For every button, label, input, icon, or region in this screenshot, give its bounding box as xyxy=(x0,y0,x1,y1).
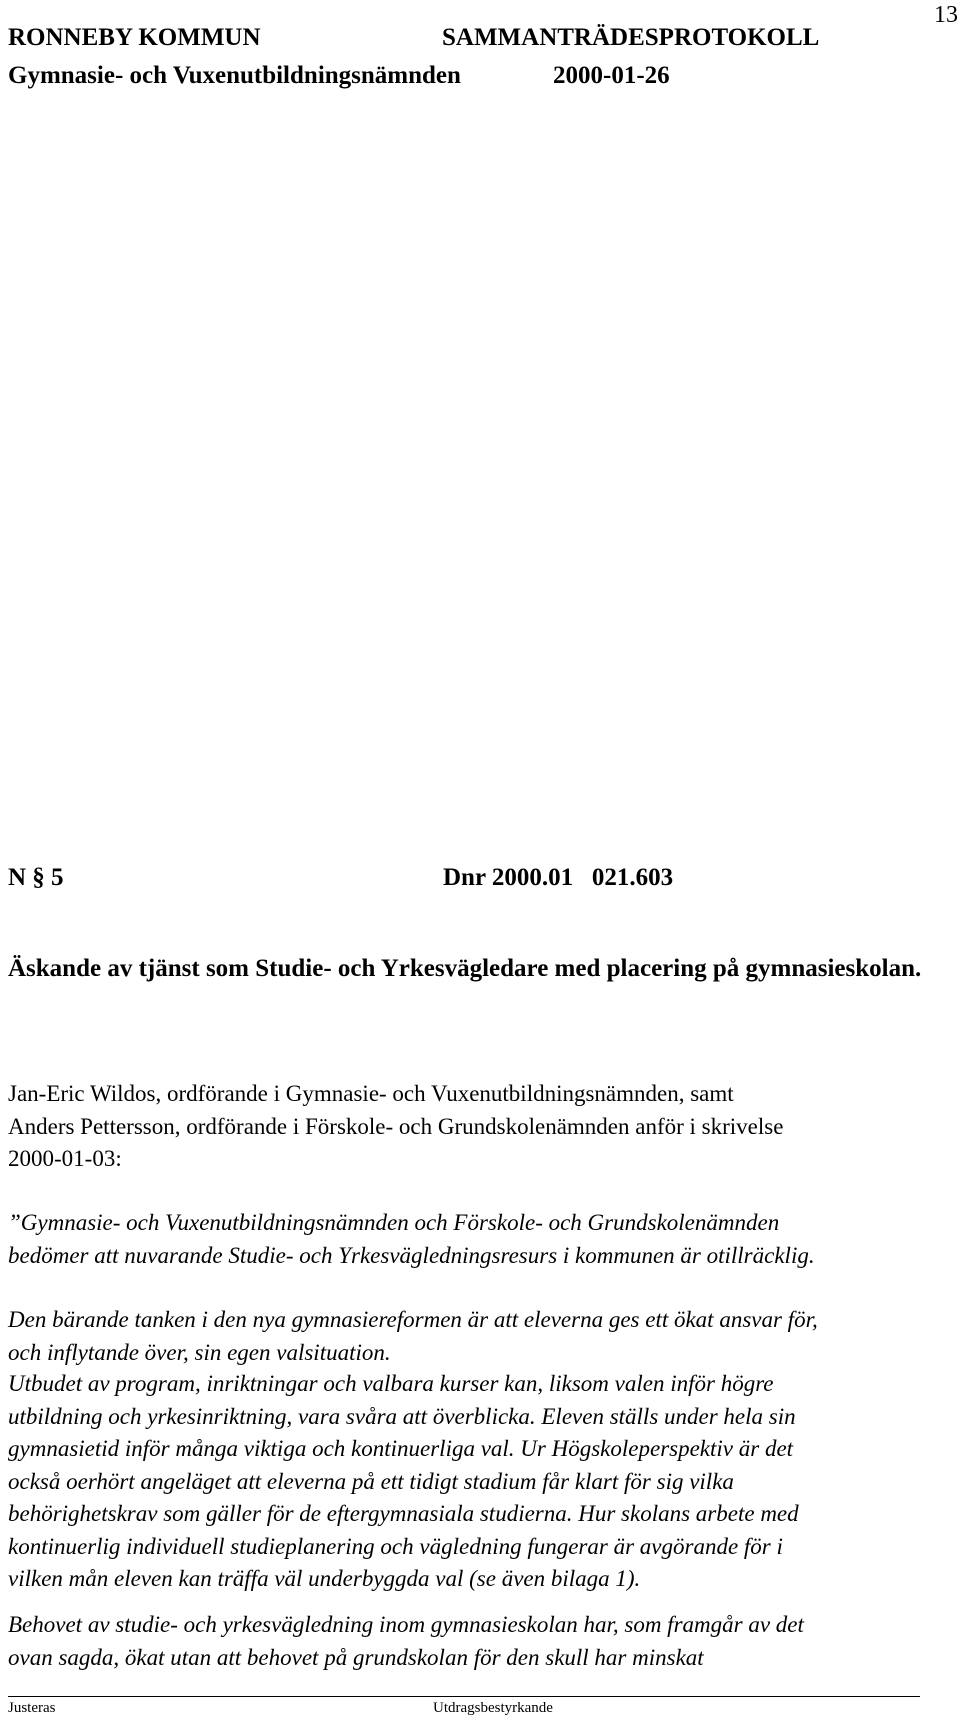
text-line: utbildning och yrkesinriktning, vara svåra att överblicka. Eleven ställs under hela sin xyxy=(8,1403,796,1429)
footer-justeras: Justeras xyxy=(8,1700,56,1716)
case-title: Äskande av tjänst som Studie- och Yrkesvägledare med placering på gymnasieskolan. xyxy=(8,955,922,982)
text-line: ”Gymnasie- och Vuxenutbildningsnämnden och Förskole- och Grundskolenämnden xyxy=(8,1210,780,1235)
case-paragraph-number: N § 5 xyxy=(8,864,64,891)
committee-name: Gymnasie- och Vuxenutbildningsnämnden xyxy=(8,62,461,89)
text-line: gymnasietid inför många viktiga och kontinuerliga val. Ur Högskoleperspektiv är det xyxy=(8,1436,794,1461)
quote-paragraph-reform xyxy=(8,1304,952,1369)
meeting-date: 2000-01-26 xyxy=(553,62,670,89)
text-line: Utbudet av program, inriktningar och valbara kurser kan, liksom valen inför högre xyxy=(8,1371,774,1396)
text-line: Den bärande tanken i den nya gymnasiereformen är att eleverna ges ett ökat ansvar för, xyxy=(8,1307,818,1332)
footer-certification: Utdragsbestyrkande xyxy=(433,1700,553,1716)
text-line: ovan sagda, ökat utan att behovet på grundskolan för den skull har minskat xyxy=(8,1644,704,1670)
text-line: Anders Pettersson, ordförande i Förskole- och Grundskolenämnden anför i skrivelse xyxy=(8,1113,784,1139)
text-line: och inflytande över, sin egen valsituation. xyxy=(8,1339,391,1365)
quote-paragraph-need xyxy=(8,1609,952,1674)
municipality-name: RONNEBY KOMMUN xyxy=(8,24,261,51)
page-number: 13 xyxy=(934,2,958,28)
case-registration-number: Dnr 2000.01 021.603 xyxy=(443,864,674,891)
text-line: Behovet av studie- och yrkesvägledning inom gymnasieskolan har, som framgår av det xyxy=(8,1612,804,1637)
text-line: kontinuerlig individuell studieplanering och vägledning fungerar är avgörande för i xyxy=(8,1533,783,1559)
document-type: SAMMANTRÄDESPROTOKOLL xyxy=(442,24,820,51)
quote-paragraph-assessment xyxy=(8,1207,952,1272)
text-line: vilken mån eleven kan träffa väl underbyggda val (se även bilaga 1). xyxy=(8,1566,641,1591)
footer-divider xyxy=(8,1696,920,1697)
quote-paragraph-offering xyxy=(8,1368,952,1596)
text-line: bedömer att nuvarande Studie- och Yrkesvägledningsresurs i kommunen är otillräcklig. xyxy=(8,1242,815,1268)
text-line: 2000-01-03: xyxy=(8,1146,122,1171)
text-line: Jan-Eric Wildos, ordförande i Gymnasie- och Vuxenutbildningsnämnden, samt xyxy=(8,1081,734,1106)
text-line: också oerhört angeläget att eleverna på ett tidigt stadium får klart för sig vilka xyxy=(8,1468,734,1494)
intro-paragraph xyxy=(8,1078,952,1176)
text-line: behörighetskrav som gäller för de eftergymnasiala studierna. Hur skolans arbete med xyxy=(8,1501,799,1526)
